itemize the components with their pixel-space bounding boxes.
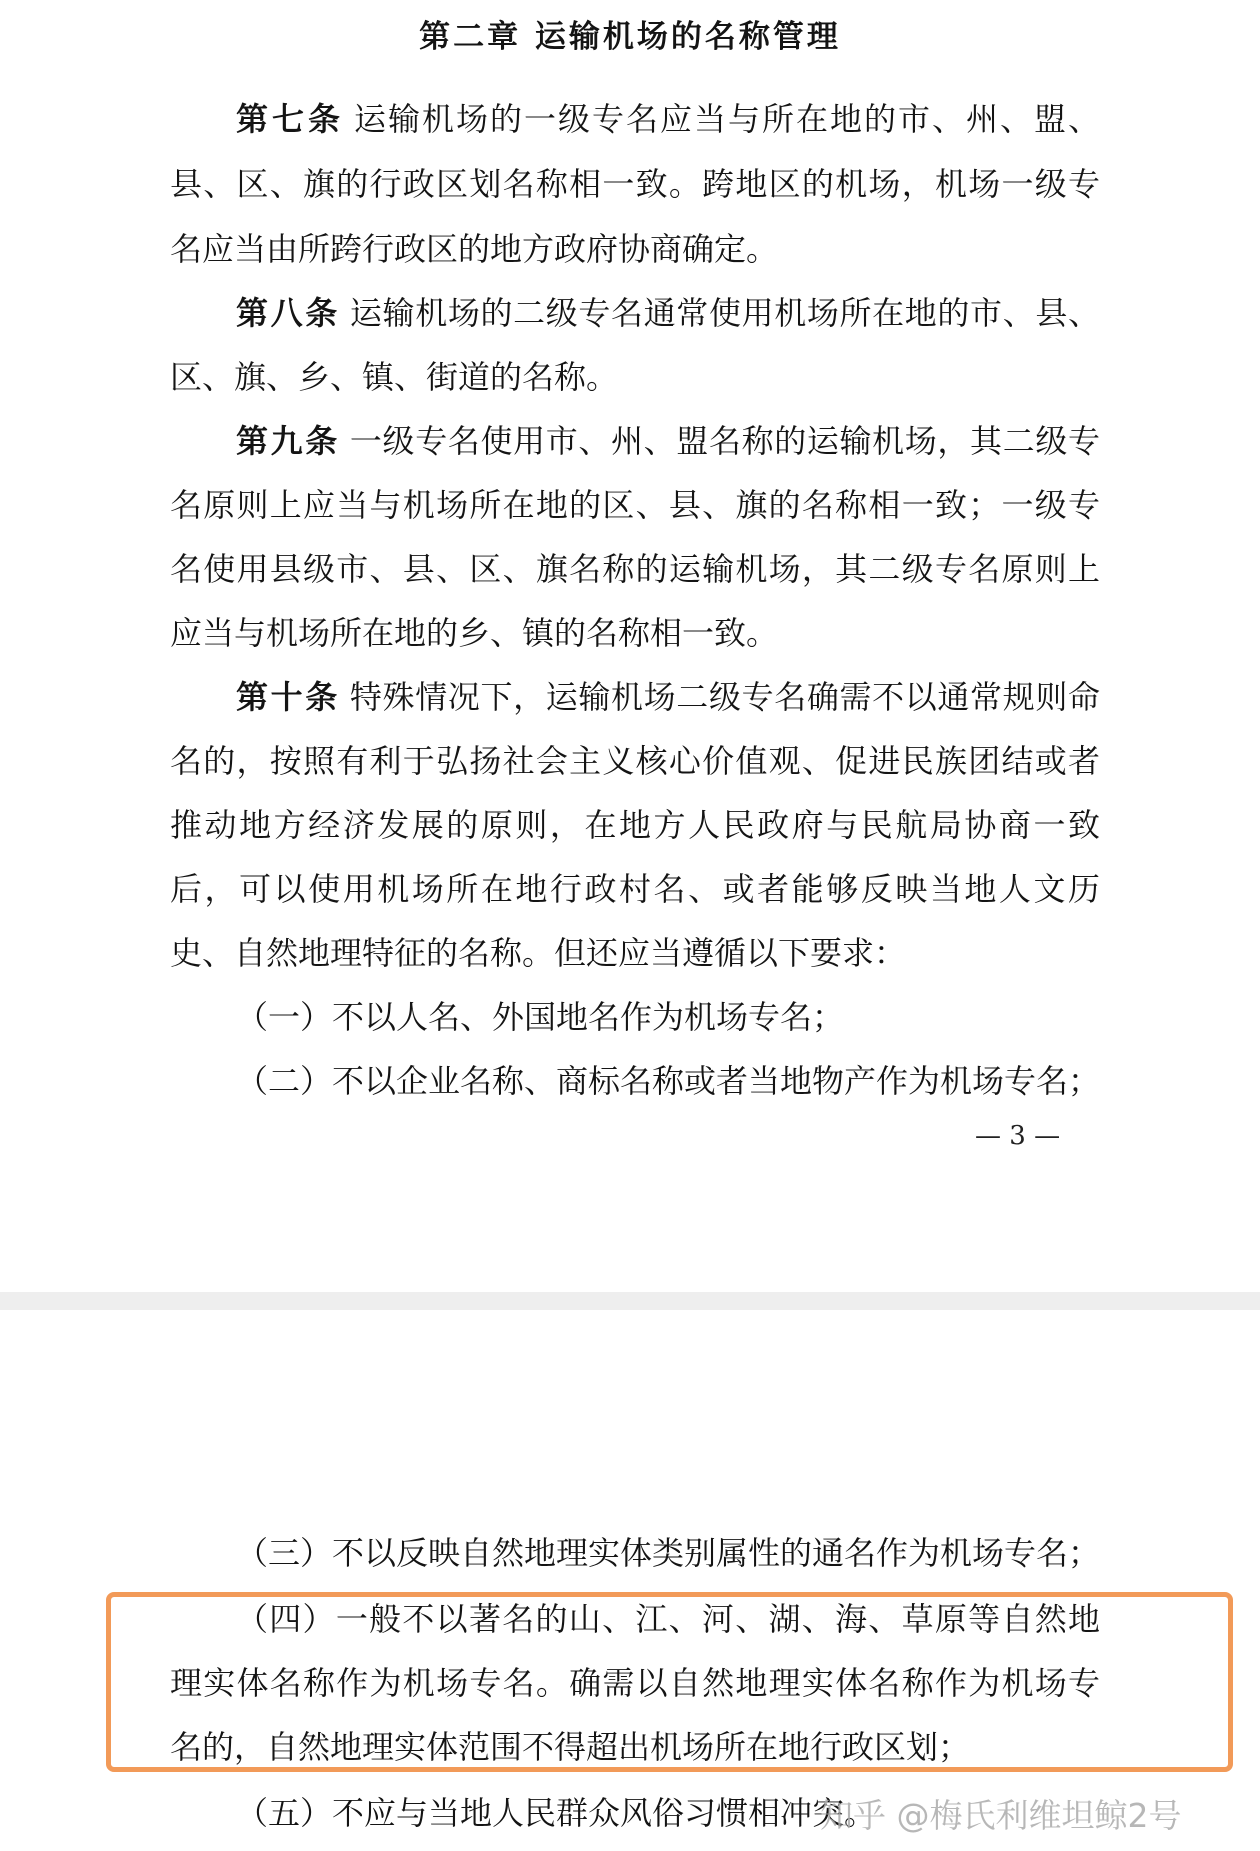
list-item-2: （二）不以企业名称、商标名称或者当地物产作为机场专名； <box>236 1062 1101 1100</box>
article-10-line-3: 推动地方经济发展的原则，在地方人民政府与民航局协商一致 <box>170 806 1100 844</box>
article-10-line-1: 第十条 特殊情况下，运输机场二级专名确需不以通常规则命 <box>236 678 1100 716</box>
list-item-5: （五）不应与当地人民群众风俗习惯相冲突。 <box>236 1794 877 1832</box>
article-8-label: 第八条 <box>236 294 340 332</box>
article-10-line-5: 史、自然地理特征的名称。但还应当遵循以下要求： <box>170 934 907 972</box>
article-7-line-1: 第七条 运输机场的一级专名应当与所在地的市、州、盟、 <box>236 100 1100 138</box>
list-item-4-line-1: （四）一般不以著名的山、江、河、湖、海、草原等自然地 <box>236 1600 1100 1638</box>
article-8-line-1: 第八条 运输机场的二级专名通常使用机场所在地的市、县、 <box>236 294 1100 332</box>
article-10-line-2: 名的，按照有利于弘扬社会主义核心价值观、促进民族团结或者 <box>170 742 1100 780</box>
article-7-label: 第七条 <box>236 100 344 138</box>
article-10-line-4: 后，可以使用机场所在地行政村名、或者能够反映当地人文历 <box>170 870 1100 908</box>
article-10-label: 第十条 <box>236 678 340 716</box>
page-number: — 3 — <box>975 1121 1061 1151</box>
article-7-line-3: 名应当由所跨行政区的地方政府协商确定。 <box>170 230 779 268</box>
article-9-line-2: 名原则上应当与机场所在地的区、县、旗的名称相一致；一级专 <box>170 486 1100 524</box>
page-separator <box>0 1292 1260 1310</box>
article-9-line-3: 名使用县级市、县、区、旗名称的运输机场，其二级专名原则上 <box>170 550 1100 588</box>
list-item-1: （一）不以人名、外国地名作为机场专名； <box>236 998 845 1036</box>
article-7-line-2: 县、区、旗的行政区划名称相一致。跨地区的机场，机场一级专 <box>170 165 1100 203</box>
article-9-label: 第九条 <box>236 422 340 460</box>
article-8-line-2: 区、旗、乡、镇、街道的名称。 <box>170 358 619 396</box>
article-9-line-1: 第九条 一级专名使用市、州、盟名称的运输机场，其二级专 <box>236 422 1100 460</box>
chapter-title: 第二章 运输机场的名称管理 <box>419 19 841 55</box>
watermark: 知乎 @梅氏利维坦鲸2号 <box>820 1796 1182 1835</box>
list-item-3: （三）不以反映自然地理实体类别属性的通名作为机场专名； <box>236 1534 1101 1572</box>
article-9-line-4: 应当与机场所在地的乡、镇的名称相一致。 <box>170 614 779 652</box>
list-item-4-line-3: 名的，自然地理实体范围不得超出机场所在地行政区划； <box>170 1728 971 1766</box>
list-item-4-line-2: 理实体名称作为机场专名。确需以自然地理实体名称作为机场专 <box>170 1664 1100 1702</box>
